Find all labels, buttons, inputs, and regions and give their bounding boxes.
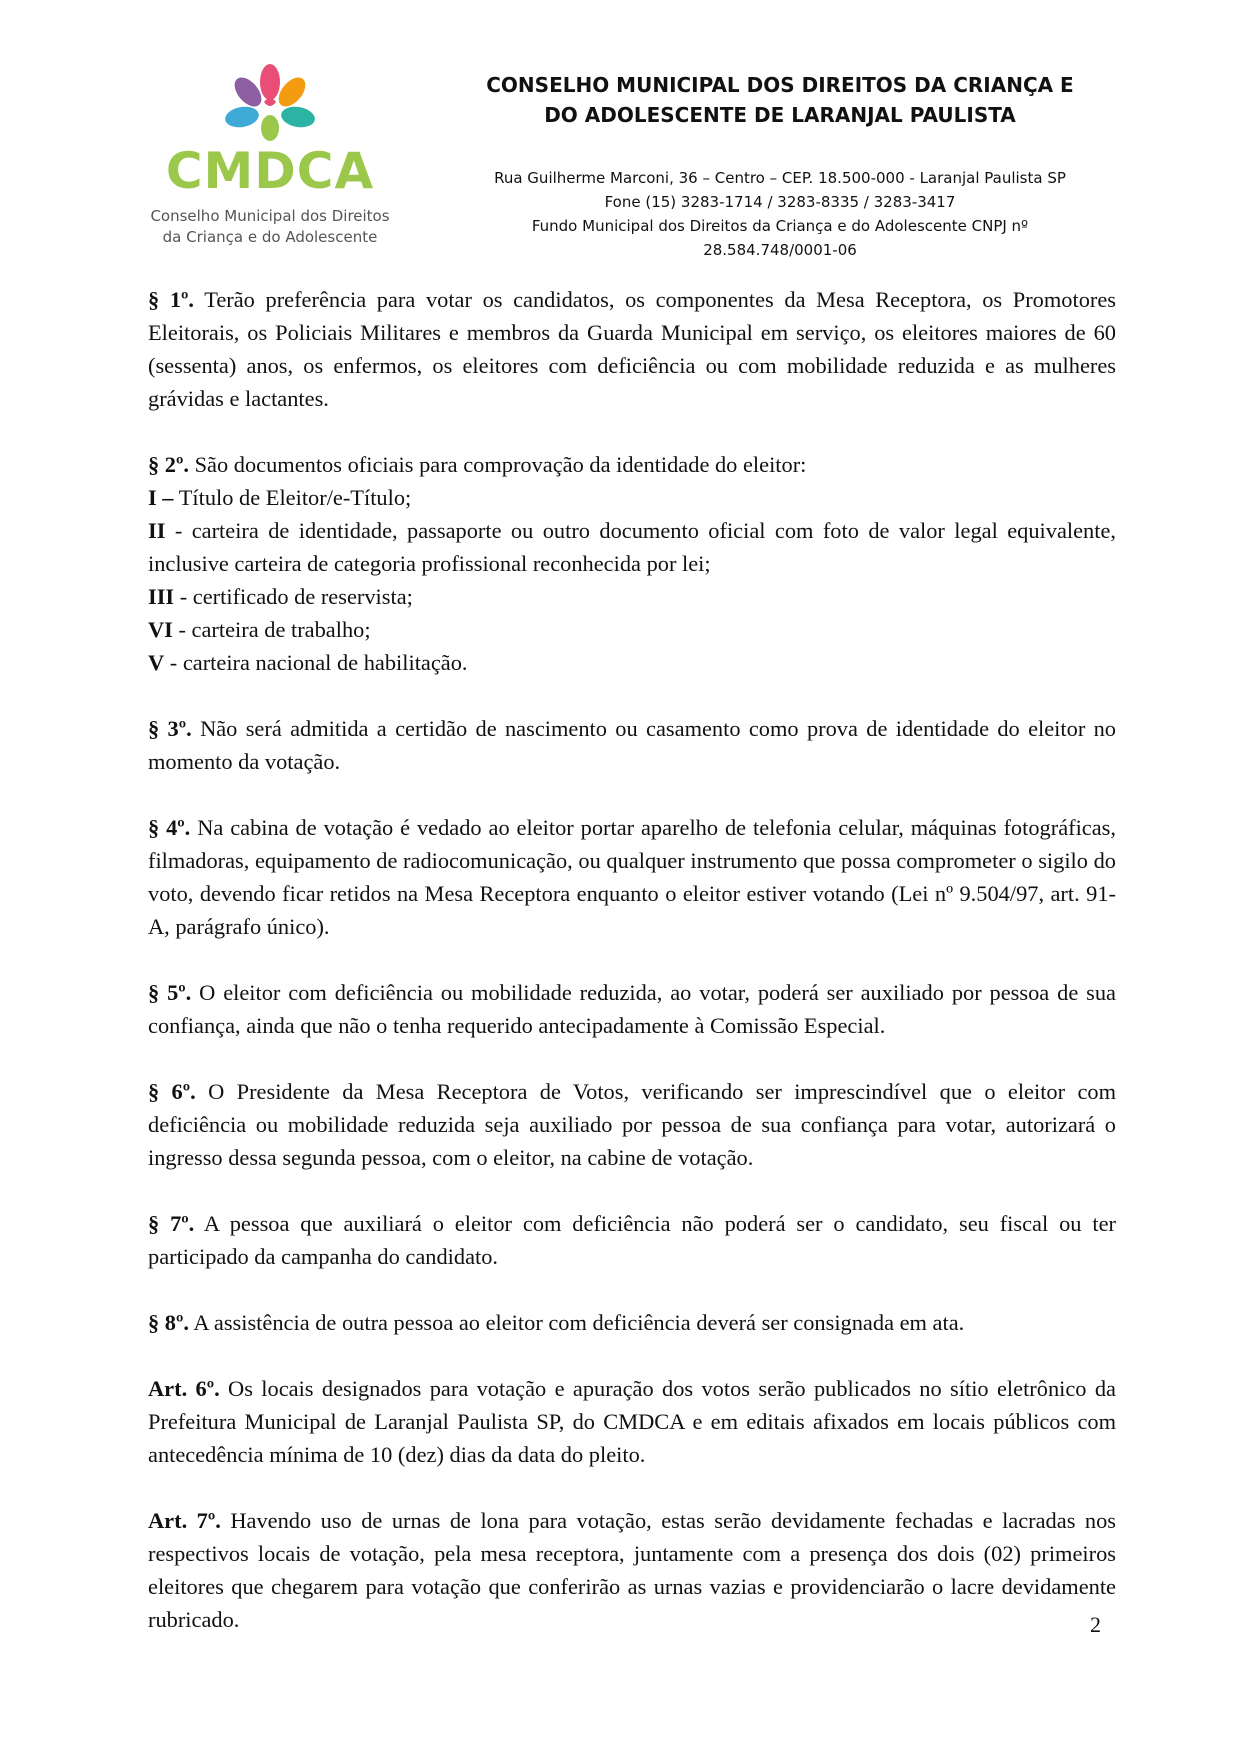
paragraph-5	[148, 976, 1116, 1042]
list-item-label: III	[148, 584, 175, 609]
list-item-label: II	[148, 518, 166, 543]
paragraph-label: § 2º.	[148, 452, 189, 477]
list-item	[148, 613, 1116, 646]
article-7	[148, 1504, 1116, 1636]
paragraph-text: São documentos oficiais para comprovação da identidade do eleitor:	[188, 452, 807, 477]
page-number: 2	[1090, 1612, 1101, 1637]
paragraph-8	[148, 1306, 1116, 1339]
paragraph-label: § 4º.	[148, 815, 191, 840]
header-contact	[430, 166, 1130, 262]
paragraph-label: § 5º.	[148, 980, 192, 1005]
header-title-line2: DO ADOLESCENTE DE LARANJAL PAULISTA	[544, 103, 1016, 127]
header-cnpj: 28.584.748/0001-06	[703, 241, 857, 259]
paragraph-text: A assistência de outra pessoa ao eleitor com deficiência deverá ser consignada em ata.	[188, 1310, 965, 1335]
article-6	[148, 1372, 1116, 1471]
hands-logo-icon	[180, 62, 360, 142]
list-item	[148, 514, 1116, 580]
paragraph-2	[148, 448, 1116, 481]
paragraph-text: A pessoa que auxiliará o eleitor com deficiência não poderá ser o candidato, seu fiscal ou ter participado da campanha do candidato.	[148, 1211, 1116, 1269]
list-item-text: Título de Eleitor/e-Título;	[173, 485, 412, 510]
paragraph-text: Na cabina de votação é vedado ao eleitor portar aparelho de telefonia celular, máquinas fotográficas, filmadoras, equipamento de radiocomunicação, ou qualquer instrumento que possa comprometer o sigilo do voto, devendo ficar retidos na Mesa Receptora enquanto o eleitor estiver votando (Lei nº 9.504/97, art. 91-A, parágrafo único).	[148, 815, 1116, 939]
paragraph-1	[148, 283, 1116, 415]
paragraph-text: Não será admitida a certidão de nascimento ou casamento como prova de identidade do eleitor no momento da votação.	[148, 716, 1117, 774]
header-title-line1: CONSELHO MUNICIPAL DOS DIREITOS DA CRIANÇA E	[486, 73, 1074, 97]
list-item-label: V	[148, 650, 165, 675]
document-body	[148, 283, 1116, 1669]
logo-subtitle-line2: da Criança e do Adolescente	[162, 228, 378, 246]
header-title	[430, 70, 1130, 130]
article-label: Art. 7º.	[148, 1508, 221, 1533]
header-fund: Fundo Municipal dos Direitos da Criança e do Adolescente CNPJ nº	[531, 217, 1029, 235]
cmdca-logo	[135, 62, 405, 252]
paragraph-text: O Presidente da Mesa Receptora de Votos, verificando ser imprescindível que o eleitor com deficiência ou mobilidade reduzida seja auxiliado por pessoa de sua confiança para votar, autorizará o ingresso dessa segunda pessoa, com o eleitor, na cabine de votação.	[148, 1079, 1116, 1170]
paragraph-text: Terão preferência para votar os candidatos, os componentes da Mesa Receptora, os Promotores Eleitorais, os Policiais Militares e membros da Guarda Municipal em serviço, os eleitores maiores de 60 (sessenta) anos, os enfermos, os eleitores com deficiência ou com mobilidade reduzida e as mulheres grávidas e lactantes.	[148, 287, 1116, 411]
logo-acronym: CMDCA	[165, 142, 375, 200]
list-item-text: - certificado de reservista;	[174, 584, 413, 609]
list-item-text: - carteira de trabalho;	[172, 617, 371, 642]
list-item-text: - carteira de identidade, passaporte ou outro documento oficial com foto de valor legal equivalente, inclusive carteira de categoria profissional reconhecida por lei;	[148, 518, 1116, 576]
list-item	[148, 481, 1116, 514]
paragraph-6	[148, 1075, 1116, 1174]
paragraph-3	[148, 712, 1116, 778]
paragraph-4	[148, 811, 1116, 943]
list-item-text: - carteira nacional de habilitação.	[164, 650, 468, 675]
paragraph-label: § 7º.	[148, 1211, 195, 1236]
logo-subtitle-line1: Conselho Municipal dos Direitos	[150, 207, 390, 225]
paragraph-label: § 8º.	[148, 1310, 189, 1335]
header-phone: Fone (15) 3283-1714 / 3283-8335 / 3283-3417	[604, 193, 956, 211]
paragraph-label: § 1º.	[148, 287, 195, 312]
article-label: Art. 6º.	[148, 1376, 220, 1401]
paragraph-label: § 3º.	[148, 716, 192, 741]
header-address: Rua Guilherme Marconi, 36 – Centro – CEP. 18.500-000 - Laranjal Paulista SP	[494, 169, 1066, 187]
paragraph-text: O eleitor com deficiência ou mobilidade reduzida, ao votar, poderá ser auxiliado por pessoa de sua confiança, ainda que não o tenha requerido antecipadamente à Comissão Especial.	[148, 980, 1116, 1038]
list-item	[148, 646, 1116, 679]
paragraph-label: § 6º.	[148, 1079, 196, 1104]
paragraph-7	[148, 1207, 1116, 1273]
article-text: Os locais designados para votação e apuração dos votos serão publicados no sítio eletrônico da Prefeitura Municipal de Laranjal Paulista SP, do CMDCA e em editais afixados em locais públicos com antecedência mínima de 10 (dez) dias da data do pleito.	[148, 1376, 1116, 1467]
list-item-label: VI	[148, 617, 173, 642]
article-text: Havendo uso de urnas de lona para votação, estas serão devidamente fechadas e lacradas nos respectivos locais de votação, pela mesa receptora, juntamente com a presença dos dois (02) primeiros eleitores que chegarem para votação que conferirão as urnas vazias e providenciarão o lacre devidamente rubricado.	[148, 1508, 1116, 1632]
list-item	[148, 580, 1116, 613]
list-item-label: I –	[148, 485, 174, 510]
